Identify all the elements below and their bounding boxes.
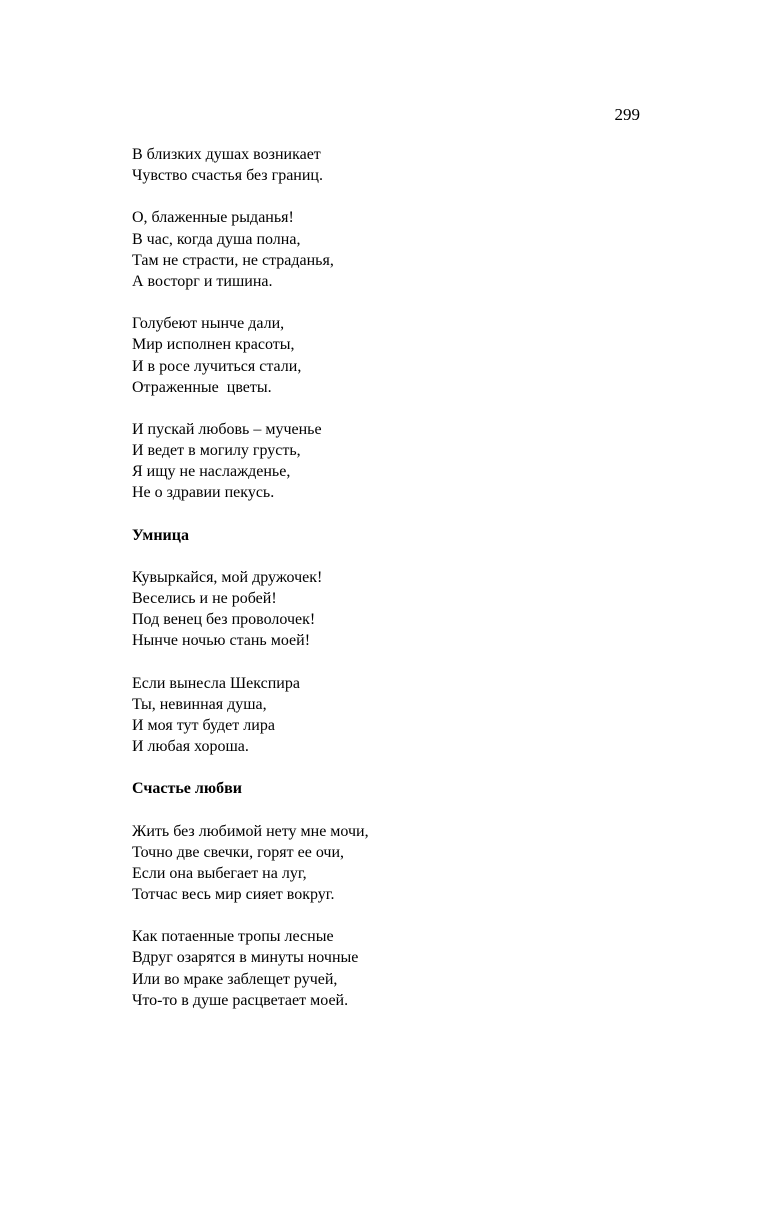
poem-line: Жить без любимой нету мне мочи, <box>132 822 369 840</box>
poem-line: Отраженные цветы. <box>132 378 272 396</box>
poem-line: О, блаженные рыданья! <box>132 209 294 227</box>
poem-title: Счастье любви <box>132 780 242 798</box>
poem-line: А восторг и тишина. <box>132 272 273 290</box>
poem-line: Точно две свечки, горят ее очи, <box>132 843 345 861</box>
poem-line: И в росе лучиться стали, <box>132 357 302 375</box>
poem-line: Если она выбегает на луг, <box>132 864 307 882</box>
poem-line: И любая хороша. <box>132 738 249 756</box>
poem-line: Голубеют нынче дали, <box>132 315 285 333</box>
poem-title: Умница <box>132 526 189 544</box>
poem-line: Под венец без проволочек! <box>132 611 316 629</box>
poem-line: Как потаенные тропы лесные <box>132 928 334 946</box>
poem-line: В близких душах возникает <box>132 146 321 163</box>
stanza <box>132 419 692 504</box>
poem-line: Вдруг озарятся в минуты ночные <box>132 949 359 967</box>
poem-line: Ты, невинная душа, <box>132 695 267 713</box>
poem-line: Тотчас весь мир сияет вокруг. <box>132 886 335 904</box>
stanza <box>132 144 692 186</box>
poem-line: Нынче ночью стань моей! <box>132 632 311 650</box>
stanza <box>132 313 692 398</box>
poem-line: И ведет в могилу грусть, <box>132 442 301 460</box>
poem-line: Или во мраке заблещет ручей, <box>132 970 338 988</box>
poem-line: Веселись и не робей! <box>132 590 277 607</box>
poem-line: И моя тут будет лира <box>132 716 275 734</box>
poem-line: Кувыркайся, мой дружочек! <box>132 568 323 586</box>
poem-line: Если вынесла Шекспира <box>132 674 300 692</box>
poem-line: Я ищу не наслажденье, <box>132 463 291 481</box>
poem-line: Чувство счастья без границ. <box>132 167 323 185</box>
poem-line: В час, когда душа полна, <box>132 230 301 248</box>
poem-content <box>132 144 692 1032</box>
stanza <box>132 821 692 906</box>
poem-line: Там не страсти, не страданья, <box>132 251 334 269</box>
poem-line: Что-то в душе расцветает моей. <box>132 991 349 1009</box>
stanza <box>132 567 692 652</box>
page-number: 299 <box>614 105 640 124</box>
poem-line: Мир исполнен красоты, <box>132 336 295 354</box>
poem-line: Не о здравии пекусь. <box>132 484 275 502</box>
stanza <box>132 926 692 1011</box>
stanza <box>132 673 692 758</box>
poem-line: И пускай любовь – мученье <box>132 420 322 438</box>
stanza <box>132 207 692 292</box>
